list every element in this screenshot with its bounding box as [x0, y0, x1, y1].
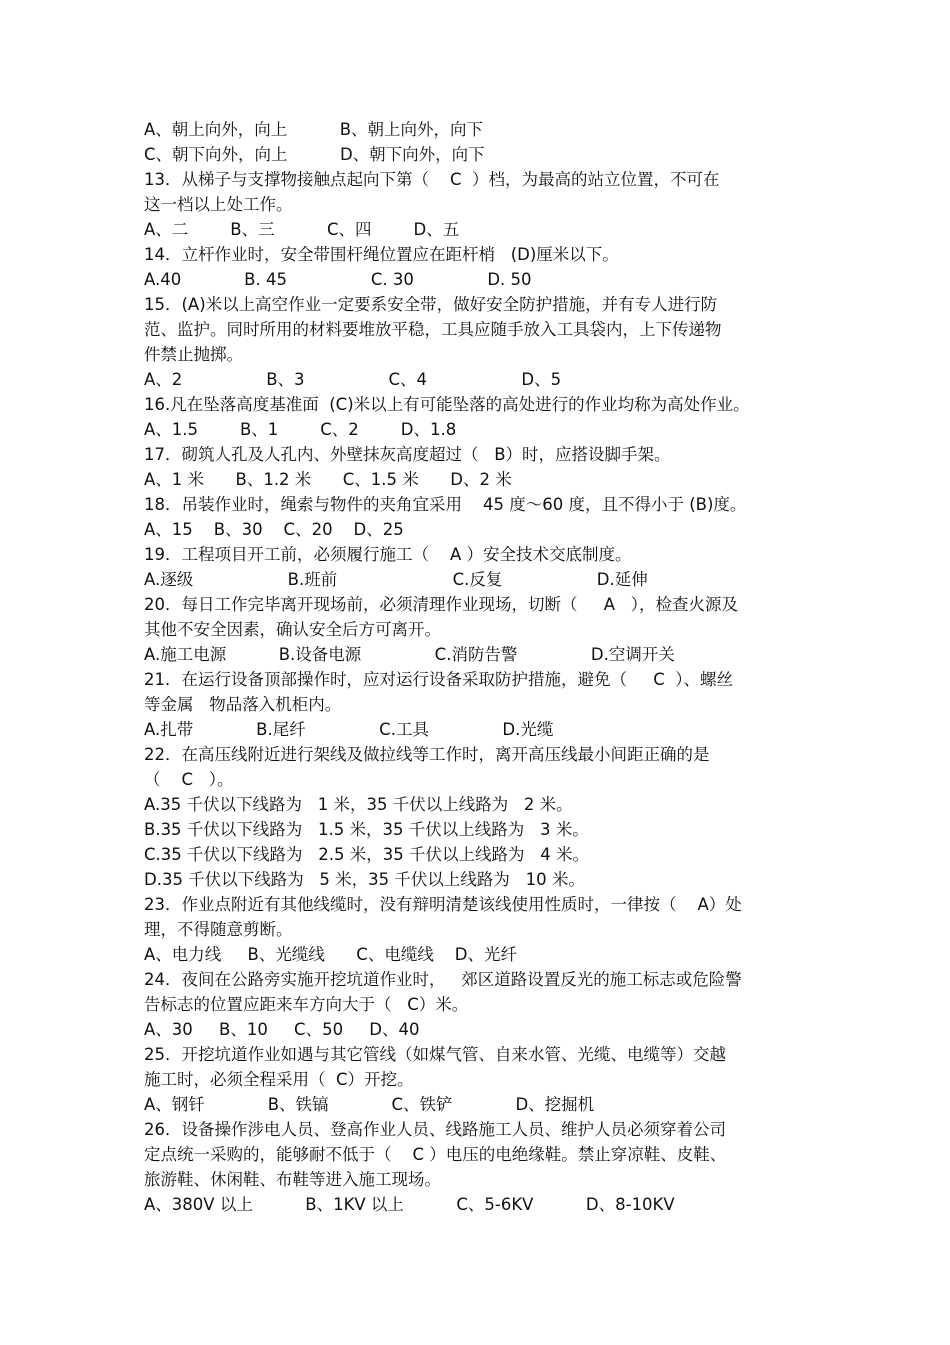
question-13: 13．从梯子与支撑物接触点起向下第（ C ）档，为最高的站立位置，不可在 — [144, 170, 720, 189]
question-26: 26．设备操作涉电人员、登高作业人员、线路施工人员、维护人员必须穿着公司 — [144, 1120, 726, 1139]
question-20: 20．每日工作完毕离开现场前，必须清理作业现场，切断（ A ），检查火源及 — [144, 595, 738, 614]
option-22-c: C.35 千伏以下线路为 2.5 米，35 千伏以上线路为 4 米。 — [144, 845, 589, 864]
text-line: 施工时，必须全程采用（ C）开挖。 — [144, 1070, 414, 1089]
question-24: 24．夜间在公路旁实施开挖坑道作业时， 郊区道路设置反光的施工标志或危险警 — [144, 970, 742, 989]
options-17: A、1 米 B、1.2 米 C、1.5 米 D、2 米 — [144, 470, 512, 489]
options-25: A、钢钎 B、铁镐 C、铁铲 D、挖掘机 — [144, 1095, 595, 1114]
options-13: A、二 B、三 C、四 D、五 — [144, 220, 460, 239]
option-22-a: A.35 千伏以下线路为 1 米，35 千伏以上线路为 2 米。 — [144, 795, 573, 814]
question-25: 25．开挖坑道作业如遇与其它管线（如煤气管、自来水管、光缆、电缆等）交越 — [144, 1045, 726, 1064]
question-14: 14．立杆作业时，安全带围杆绳位置应在距杆梢 (D)厘米以下。 — [144, 245, 619, 264]
options-24: A、30 B、10 C、50 D、40 — [144, 1020, 420, 1039]
text-line: 理，不得随意剪断。 — [144, 920, 293, 939]
options-16: A、1.5 B、1 C、2 D、1.8 — [144, 420, 457, 439]
text-line: 范、监护。同时所用的材料要堆放平稳，工具应随手放入工具袋内，上下传递物 — [144, 320, 722, 339]
options-23: A、电力线 B、光缆线 C、电缆线 D、光纤 — [144, 945, 518, 964]
text-line: A、朝上向外，向上 B、朝上向外，向下 — [144, 120, 484, 139]
text-line: 件禁止抛掷。 — [144, 345, 243, 364]
options-18: A、15 B、30 C、20 D、25 — [144, 520, 404, 539]
options-14: A.40 B. 45 C. 30 D. 50 — [144, 270, 532, 289]
text-line: 定点统一采购的，能够耐不低于（ C ）电压的电绝缘鞋。禁止穿凉鞋、皮鞋、 — [144, 1145, 727, 1164]
text-line: 其他不安全因素，确认安全后方可离开。 — [144, 620, 441, 639]
options-15: A、2 B、3 C、4 D、5 — [144, 370, 562, 389]
question-17: 17．砌筑人孔及人孔内、外壁抹灰高度超过（ B）时，应搭设脚手架。 — [144, 445, 671, 464]
text-line: 告标志的位置应距来车方向大于（ C）米。 — [144, 995, 469, 1014]
options-20: A.施工电源 B.设备电源 C.消防告警 D.空调开关 — [144, 645, 675, 664]
question-23: 23．作业点附近有其他线缆时，没有辩明清楚该线使用性质时，一律按（ A）处 — [144, 895, 742, 914]
question-15: 15．(A)米以上高空作业一定要系安全带，做好安全防护措施，并有专人进行防 — [144, 295, 718, 314]
text-line: C、朝下向外，向上 D、朝下向外，向下 — [144, 145, 485, 164]
options-21: A.扎带 B.尾纤 C.工具 D.光缆 — [144, 720, 554, 739]
option-22-d: D.35 千伏以下线路为 5 米，35 千伏以上线路为 10 米。 — [144, 870, 585, 889]
option-22-b: B.35 千伏以下线路为 1.5 米，35 千伏以上线路为 3 米。 — [144, 820, 589, 839]
question-16: 16.凡在坠落高度基准面 (C)米以上有可能坠落的高处进行的作业均称为高处作业。 — [144, 395, 750, 414]
text-line: 这一档以上处工作。 — [144, 195, 293, 214]
question-18: 18．吊装作业时，绳索与物件的夹角宜采用 45 度～60 度，且不得小于 (B)度。 — [144, 495, 747, 514]
text-line: 等金属 物品落入机柜内。 — [144, 695, 342, 714]
options-19: A.逐级 B.班前 C.反复 D.延伸 — [144, 570, 648, 589]
text-line: 旅游鞋、休闲鞋、布鞋等进入施工现场。 — [144, 1170, 441, 1189]
question-19: 19．工程项目开工前，必须履行施工（ A ）安全技术交底制度。 — [144, 545, 632, 564]
question-22: 22．在高压线附近进行架线及做拉线等工作时，离开高压线最小间距正确的是 — [144, 745, 710, 764]
text-line: （ C ）。 — [144, 770, 234, 789]
options-26: A、380V 以上 B、1KV 以上 C、5-6KV D、8-10KV — [144, 1195, 675, 1214]
question-21: 21．在运行设备顶部操作时，应对运行设备采取防护措施，避免（ C ）、螺丝 — [144, 670, 733, 689]
